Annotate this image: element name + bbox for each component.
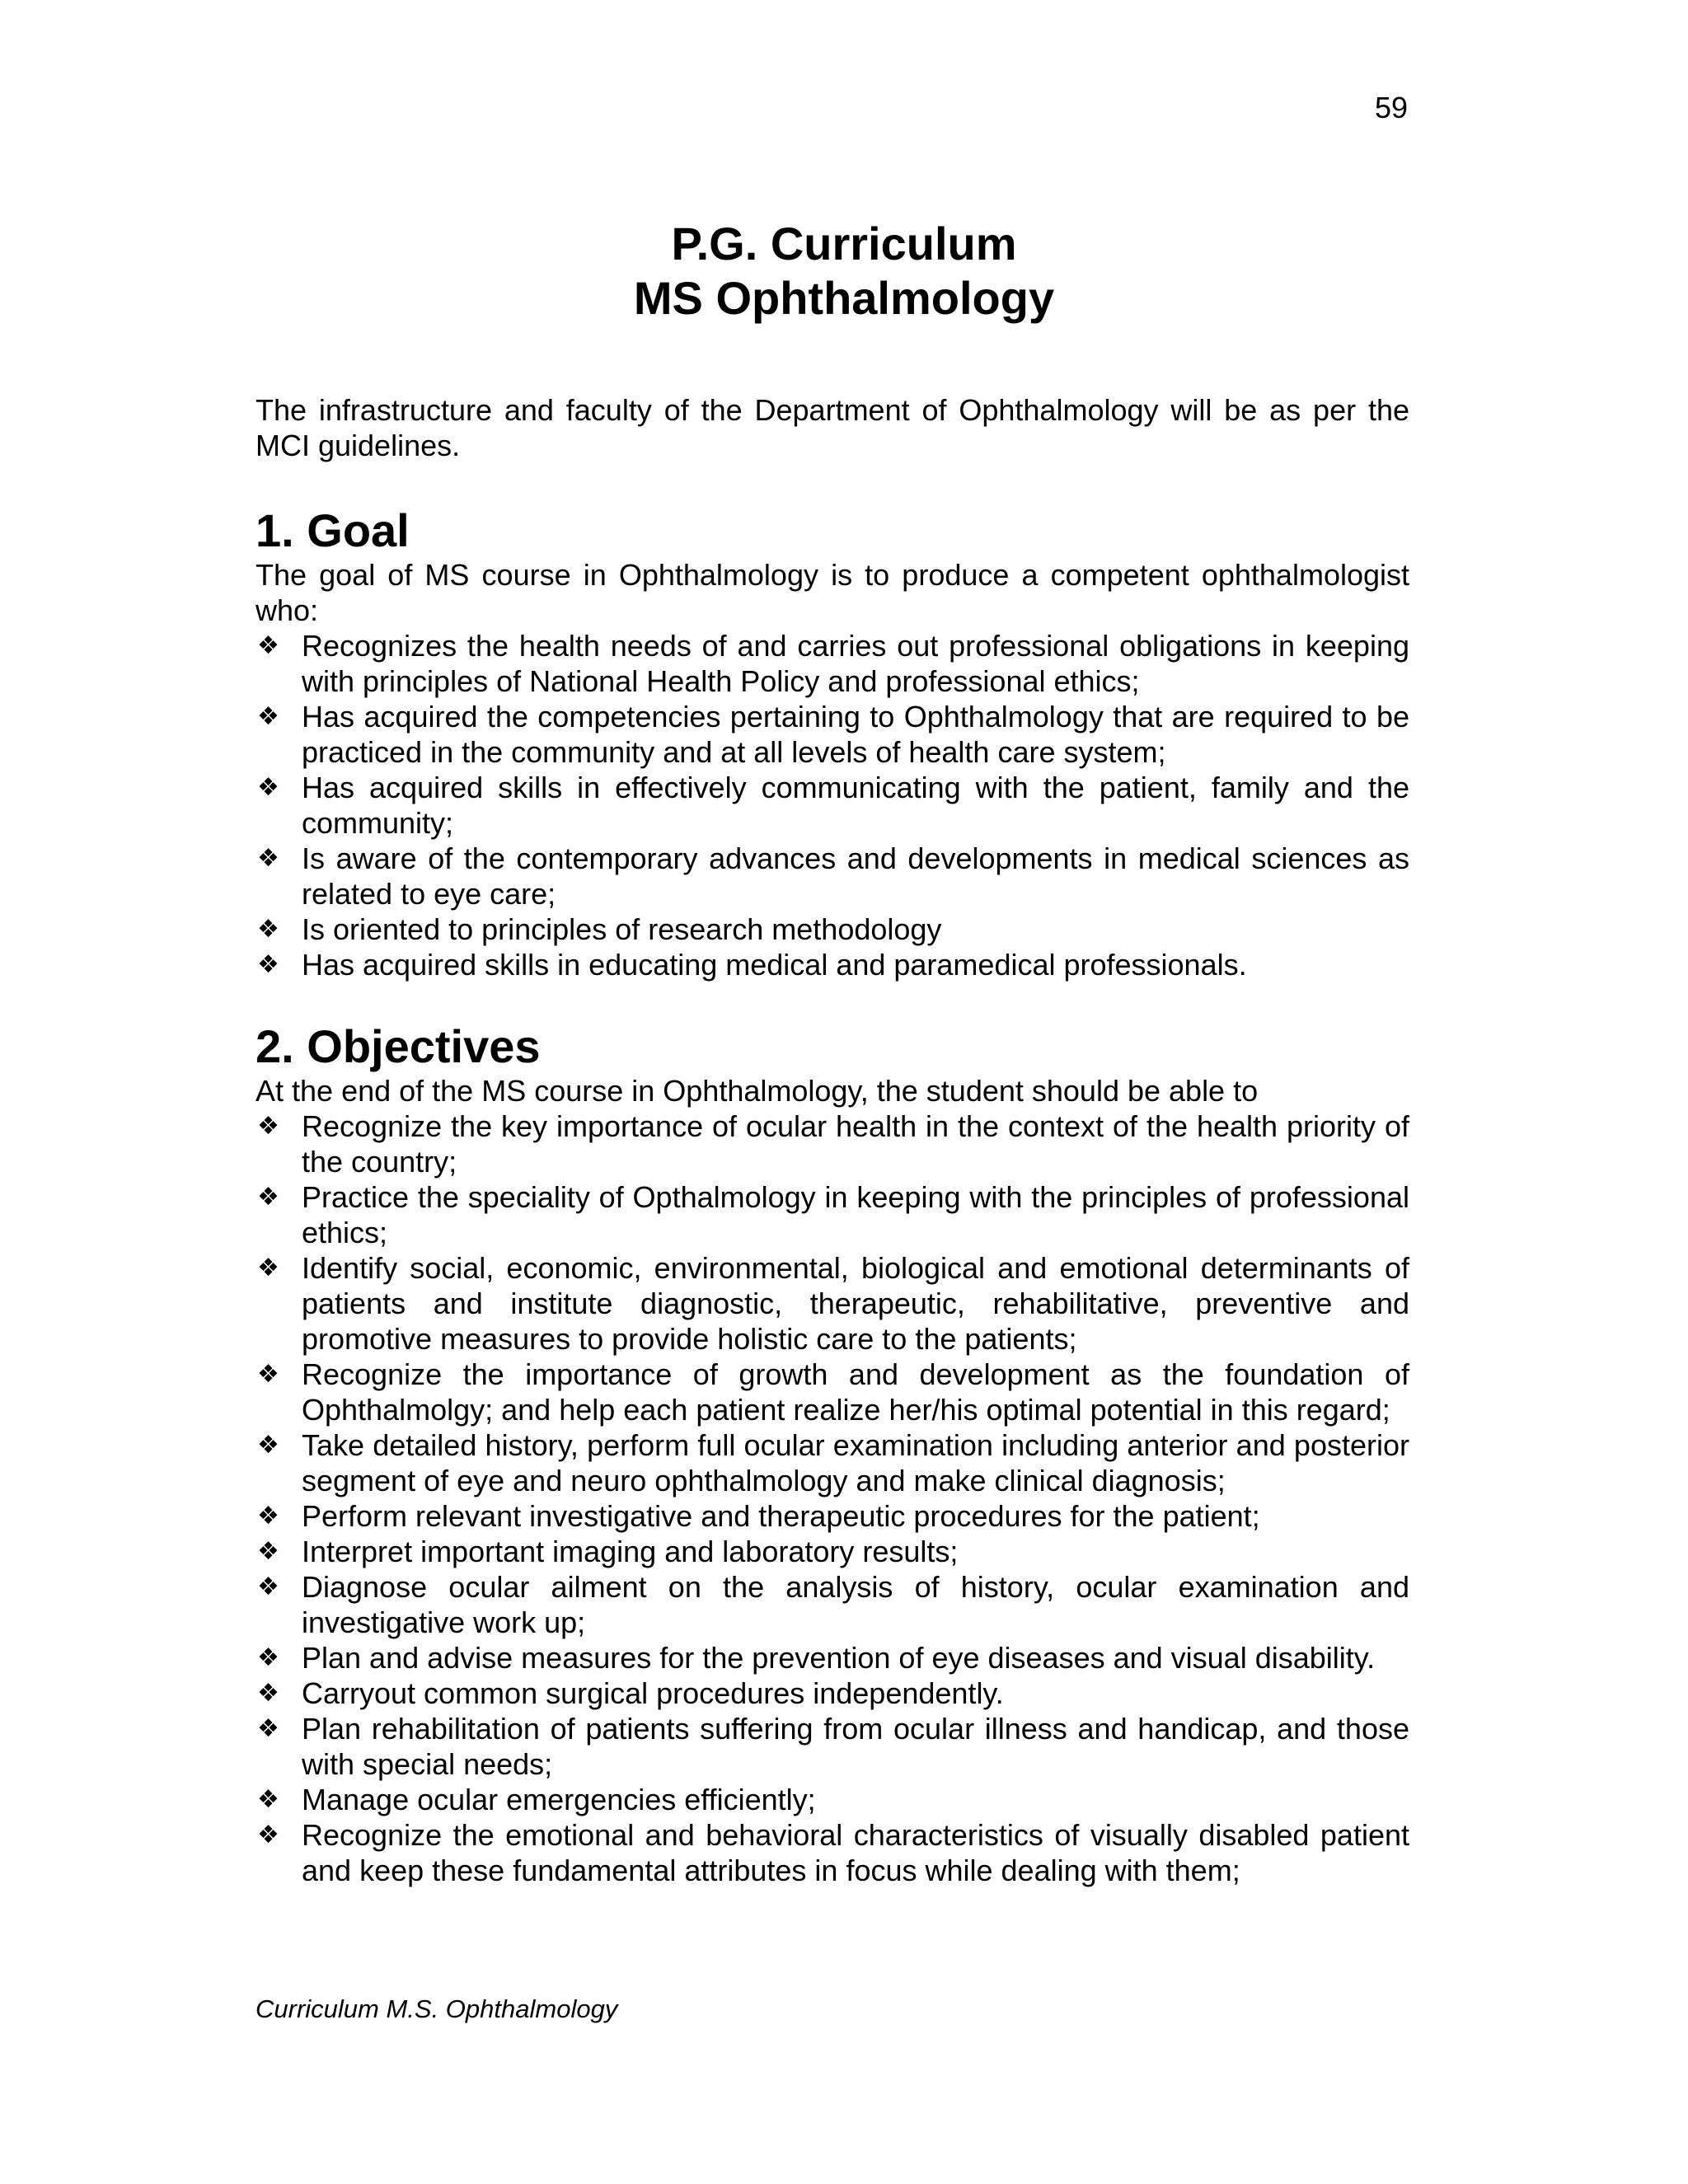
goal-intro: The goal of MS course in Ophthalmology is to produce a competent ophthalmologist who: — [256, 558, 1409, 627]
diamond-bullet-icon: ❖ — [257, 1785, 279, 1814]
list-item — [256, 1427, 1409, 1498]
list-item — [256, 1675, 1409, 1711]
list-item — [256, 841, 1409, 912]
list-item — [256, 699, 1409, 770]
list-item — [256, 628, 1409, 699]
list-item-text: Practice the speciality of Opthalmology in keeping with the principles of professional ethics; — [302, 1180, 1409, 1249]
list-item — [256, 912, 1409, 947]
list-item-text: Take detailed history, perform full ocular examination including anterior and posterior segment of eye and neuro ophthalmology and make clinical diagnosis; — [302, 1428, 1409, 1497]
diamond-bullet-icon: ❖ — [257, 1714, 279, 1743]
goal-heading: 1. Goal — [256, 504, 410, 556]
list-item-text: Manage ocular emergencies efficiently; — [302, 1783, 816, 1816]
title-line-1: P.G. Curriculum — [671, 218, 1017, 269]
list-item — [256, 1534, 1409, 1569]
list-item — [256, 1640, 1409, 1675]
list-item — [256, 1569, 1409, 1640]
list-item-text: Has acquired the competencies pertaining to Ophthalmology that are required to be practiced in the community and at all levels of health care system; — [302, 700, 1409, 769]
diamond-bullet-icon: ❖ — [257, 773, 279, 802]
list-item — [256, 1711, 1409, 1782]
diamond-bullet-icon: ❖ — [257, 844, 279, 873]
diamond-bullet-icon: ❖ — [257, 1572, 279, 1601]
objectives-list — [256, 1108, 1409, 1888]
diamond-bullet-icon: ❖ — [257, 1360, 279, 1389]
list-item-text: Perform relevant investigative and therapeutic procedures for the patient; — [302, 1499, 1260, 1533]
diamond-bullet-icon: ❖ — [257, 950, 279, 979]
diamond-bullet-icon: ❖ — [257, 1821, 279, 1849]
list-item-text: Plan rehabilitation of patients suffering from ocular illness and handicap, and those with special needs; — [302, 1712, 1409, 1781]
list-item — [256, 1357, 1409, 1427]
diamond-bullet-icon: ❖ — [257, 1502, 279, 1530]
list-item-text: Recognizes the health needs of and carries out professional obligations in keeping with principles of National Health Policy and professional ethics; — [302, 629, 1409, 698]
page-number: 59 — [1374, 91, 1408, 124]
title-line-2: MS Ophthalmology — [633, 272, 1055, 324]
list-item — [256, 1498, 1409, 1534]
list-item — [256, 1179, 1409, 1250]
list-item-text: Is oriented to principles of research methodology — [302, 912, 942, 946]
page-title — [0, 217, 1688, 326]
diamond-bullet-icon: ❖ — [257, 1112, 279, 1141]
goal-list — [256, 628, 1409, 982]
list-item-text: Plan and advise measures for the prevention of eye diseases and visual disability. — [302, 1641, 1376, 1675]
document-body — [256, 392, 1409, 1888]
diamond-bullet-icon: ❖ — [257, 1431, 279, 1460]
objectives-intro: At the end of the MS course in Ophthalmology, the student should be able to — [256, 1074, 1259, 1108]
diamond-bullet-icon: ❖ — [257, 702, 279, 731]
diamond-bullet-icon: ❖ — [257, 1537, 279, 1566]
page-footer: Curriculum M.S. Ophthalmology — [256, 1994, 618, 2023]
list-item — [256, 1782, 1409, 1817]
list-item-text: Recognize the emotional and behavioral characteristics of visually disabled patient and keep these fundamental attributes in focus while dealing with them; — [302, 1818, 1409, 1887]
list-item — [256, 1250, 1409, 1357]
list-item-text: Has acquired skills in educating medical and paramedical professionals. — [302, 948, 1247, 982]
diamond-bullet-icon: ❖ — [257, 1183, 279, 1212]
list-item-text: Has acquired skills in effectively communicating with the patient, family and the community; — [302, 771, 1409, 840]
diamond-bullet-icon: ❖ — [257, 915, 279, 944]
list-item — [256, 770, 1409, 841]
list-item-text: Is aware of the contemporary advances and developments in medical sciences as related to eye care; — [302, 841, 1409, 911]
list-item-text: Identify social, economic, environmental, biological and emotional determinants of patients and institute diagnostic, therapeutic, rehabilitative, preventive and promotive measures to provide holistic care to the patients; — [302, 1251, 1409, 1356]
list-item — [256, 1108, 1409, 1179]
list-item-text: Diagnose ocular ailment on the analysis of history, ocular examination and investigative work up; — [302, 1570, 1409, 1639]
objectives-heading: 2. Objectives — [256, 1020, 541, 1072]
intro-paragraph: The infrastructure and faculty of the Department of Ophthalmology will be as per the MCI guidelines. — [256, 393, 1409, 462]
list-item-text: Recognize the importance of growth and development as the foundation of Ophthalmolgy; and help each patient realize her/his optimal potential in this regard; — [302, 1357, 1409, 1427]
list-item — [256, 1817, 1409, 1888]
list-item — [256, 947, 1409, 982]
diamond-bullet-icon: ❖ — [257, 1679, 279, 1708]
list-item-text: Recognize the key importance of ocular health in the context of the health priority of the country; — [302, 1109, 1409, 1179]
diamond-bullet-icon: ❖ — [257, 631, 279, 660]
list-item-text: Interpret important imaging and laboratory results; — [302, 1535, 959, 1568]
list-item-text: Carryout common surgical procedures independently. — [302, 1676, 1004, 1710]
diamond-bullet-icon: ❖ — [257, 1254, 279, 1282]
diamond-bullet-icon: ❖ — [257, 1643, 279, 1672]
